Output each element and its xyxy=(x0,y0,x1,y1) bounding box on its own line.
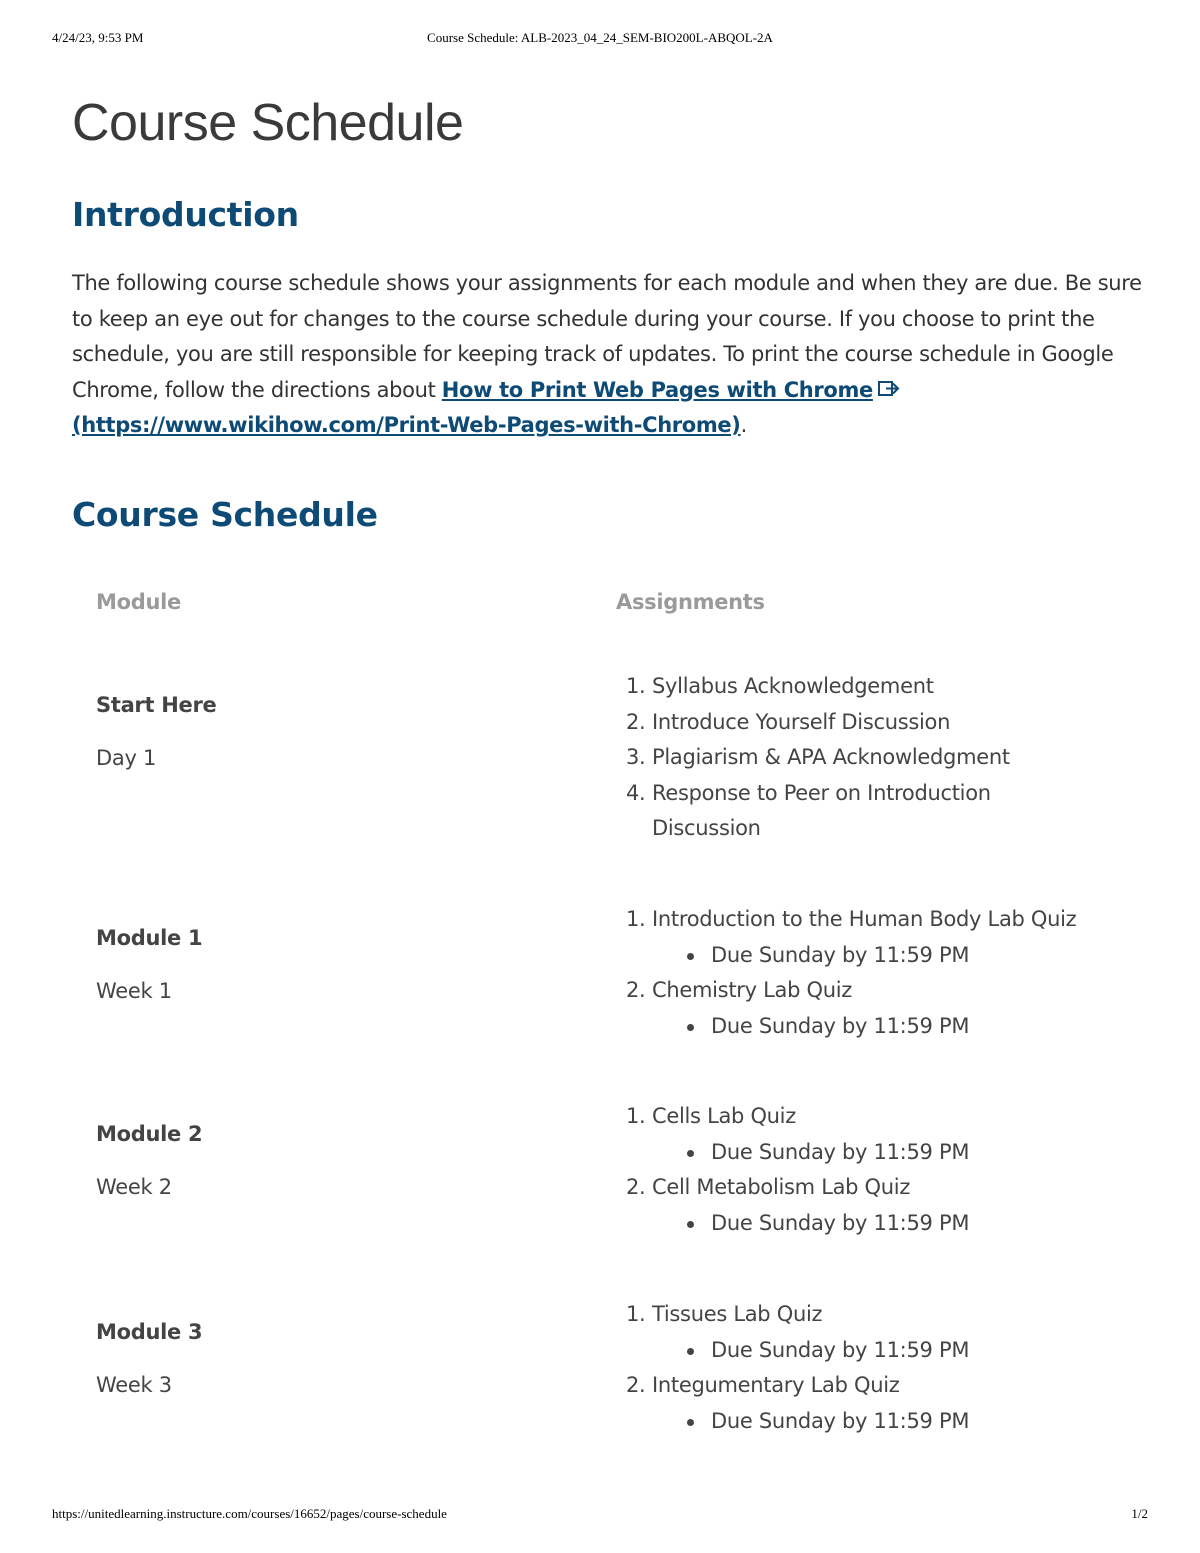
assignment-title: Syllabus Acknowledgement xyxy=(652,674,934,698)
assignment-title: Cells Lab Quiz xyxy=(652,1104,796,1128)
due-date: Due Sunday by 11:59 PM xyxy=(711,1408,970,1433)
due-date: Due Sunday by 11:59 PM xyxy=(711,1013,970,1038)
assignment-list xyxy=(626,1297,1106,1439)
module-name: Module 2 xyxy=(96,1122,203,1146)
module-name: Module 3 xyxy=(96,1320,203,1344)
bullet-icon xyxy=(687,1221,694,1228)
list-item xyxy=(626,776,1052,847)
list-number: 2. xyxy=(626,1175,646,1199)
list-item xyxy=(626,669,1106,705)
assignment-list xyxy=(626,669,1106,847)
bullet-icon xyxy=(687,1150,694,1157)
due-date: Due Sunday by 11:59 PM xyxy=(711,1139,970,1164)
list-item xyxy=(626,740,1106,776)
assignment-title: Integumentary Lab Quiz xyxy=(652,1373,900,1397)
list-item xyxy=(626,1099,1106,1170)
print-page-title: Course Schedule: ALB-2023_04_24_SEM-BIO200L-ABQOL-2A xyxy=(427,30,773,45)
intro-text: The following course schedule shows your assignments for each module and when they are due. Be sure to keep an eye out for changes to the course schedule during your course. If you choose to print the schedule, you are still responsible for keeping track of updates. To print the course schedule in Google Chrome, follow the directions about xyxy=(72,271,1142,402)
assignment-title: Plagiarism & APA Acknowledgment xyxy=(652,745,1010,769)
print-datetime: 4/24/23, 9:53 PM xyxy=(52,30,144,45)
assignment-title: Response to Peer on Introduction Discussion xyxy=(652,780,991,840)
list-item xyxy=(626,705,1106,741)
external-link-icon[interactable] xyxy=(877,373,901,409)
module-timing: Week 3 xyxy=(96,1373,172,1397)
introduction-paragraph xyxy=(72,266,1142,444)
due-date-item xyxy=(626,1009,1106,1045)
list-item xyxy=(626,1368,1106,1439)
list-number: 2. xyxy=(626,978,646,1002)
bullet-icon xyxy=(687,1024,694,1031)
assignment-list xyxy=(626,1099,1106,1241)
page-title: Course Schedule xyxy=(72,94,464,152)
print-page-number: 1/2 xyxy=(1131,1506,1148,1521)
table-row-module xyxy=(96,1121,202,1200)
intro-text-end: . xyxy=(740,413,747,438)
column-header-assignments: Assignments xyxy=(616,590,765,614)
list-number: 4. xyxy=(626,780,646,805)
list-number: 2. xyxy=(626,709,646,734)
list-number: 1. xyxy=(626,907,646,931)
print-url: https://unitedlearning.instructure.com/courses/16652/pages/course-schedule xyxy=(52,1506,447,1521)
list-number: 3. xyxy=(626,745,646,769)
due-date-item xyxy=(626,1206,1106,1242)
due-date-item xyxy=(626,1333,1106,1369)
introduction-heading: Introduction xyxy=(72,195,299,234)
due-date: Due Sunday by 11:59 PM xyxy=(711,1337,970,1362)
column-header-module: Module xyxy=(96,590,181,614)
table-row-module xyxy=(96,692,216,771)
due-date: Due Sunday by 11:59 PM xyxy=(711,942,970,967)
list-item xyxy=(626,973,1106,1044)
list-item xyxy=(626,1170,1106,1241)
table-row-module xyxy=(96,925,202,1004)
module-name: Module 1 xyxy=(96,926,203,950)
list-item xyxy=(626,902,1106,973)
module-timing: Day 1 xyxy=(96,746,157,770)
assignment-title: Introduce Yourself Discussion xyxy=(652,709,951,734)
list-number: 1. xyxy=(626,1104,646,1128)
assignment-title: Cell Metabolism Lab Quiz xyxy=(652,1175,911,1199)
due-date-item xyxy=(626,1135,1106,1171)
assignment-title: Introduction to the Human Body Lab Quiz xyxy=(652,907,1077,931)
bullet-icon xyxy=(687,1419,694,1426)
module-name: Start Here xyxy=(96,693,217,717)
module-timing: Week 1 xyxy=(96,979,172,1003)
chrome-print-link-url-text: (https://www.wikihow.com/Print-Web-Pages-with-Chrome) xyxy=(72,413,741,438)
chrome-print-link[interactable] xyxy=(442,378,873,402)
assignment-list xyxy=(626,902,1106,1044)
assignment-title: Chemistry Lab Quiz xyxy=(652,978,852,1002)
page-content xyxy=(72,90,1142,534)
bullet-icon xyxy=(687,953,694,960)
list-item xyxy=(626,1297,1106,1368)
due-date: Due Sunday by 11:59 PM xyxy=(711,1210,970,1235)
list-number: 2. xyxy=(626,1373,646,1397)
chrome-print-link-label: How to Print Web Pages with Chrome xyxy=(441,377,873,402)
bullet-icon xyxy=(687,1348,694,1355)
list-number: 1. xyxy=(626,1302,646,1326)
due-date-item xyxy=(626,938,1106,974)
module-timing: Week 2 xyxy=(96,1175,172,1199)
list-number: 1. xyxy=(626,674,646,698)
due-date-item xyxy=(626,1404,1106,1440)
table-row-module xyxy=(96,1319,202,1398)
chrome-print-link-url[interactable] xyxy=(72,413,741,437)
course-schedule-heading: Course Schedule xyxy=(72,495,378,534)
assignment-title: Tissues Lab Quiz xyxy=(652,1302,823,1326)
